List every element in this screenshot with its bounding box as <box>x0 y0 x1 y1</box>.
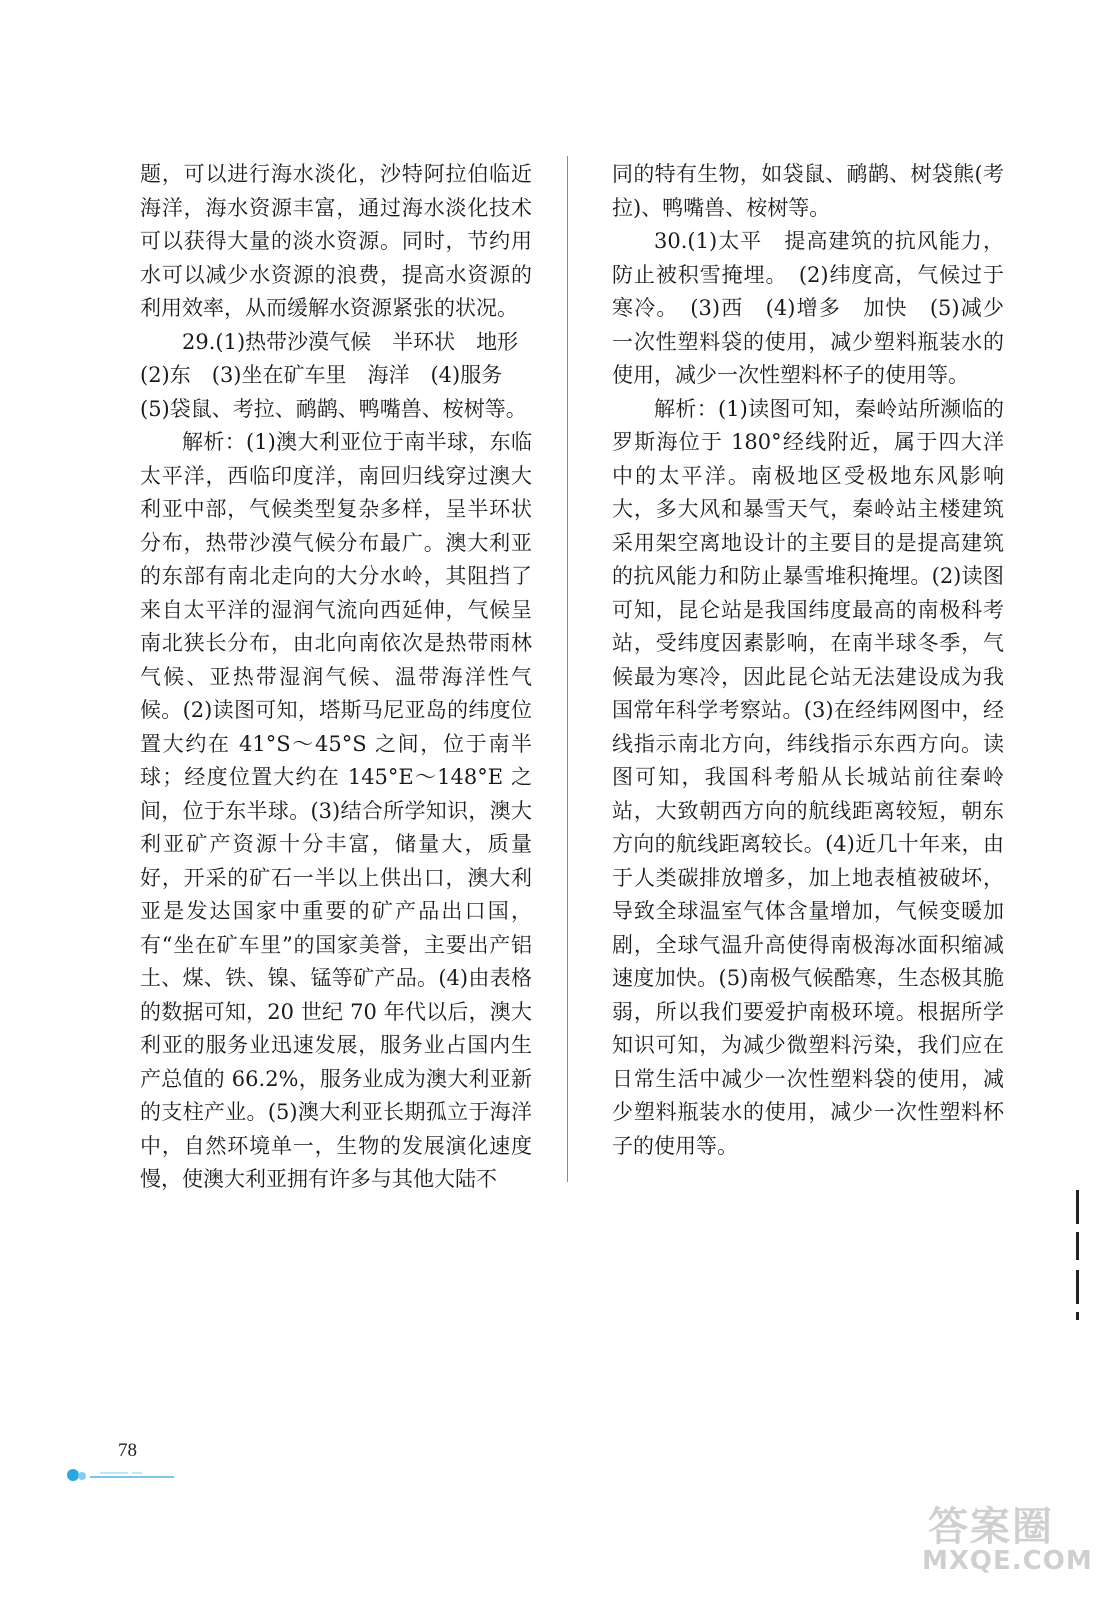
page-number: 78 <box>118 1440 137 1461</box>
page-number-decoration-icon <box>66 1466 176 1484</box>
watermark-url: MXQE.COM <box>922 1546 1093 1576</box>
left-column <box>140 158 532 1197</box>
watermark-title: 答案圈 <box>928 1504 1054 1550</box>
continued-paragraph-right: 同的特有生物，如袋鼠、鸸鹋、树袋熊(考拉)、鸭嘴兽、桉树等。 <box>612 162 1004 220</box>
column-divider <box>567 156 568 1182</box>
q29-answer-line-1: 29.(1)热带沙漠气候 半环状 地形 <box>182 329 519 354</box>
page-edge-mark <box>1076 1190 1079 1320</box>
q29-answer-line-3: (5)袋鼠、考拉、鸸鹋、鸭嘴兽、桉树等。 <box>140 396 527 421</box>
q30-analysis: 解析：(1)读图可知，秦岭站所濒临的罗斯海位于 180°经线附近，属于四大洋中的太平洋。南极地区受极地东风影响大，多大风和暴雪天气，秦岭站主楼建筑采用架空离地设计的主要目的是提高建筑的抗风能力和防止暴雪堆积掩埋。(2)读图可知，昆仑站是我国纬度最高的南极科考站，受纬度因素影响，在南半球冬季，气候最为寒冷，因此昆仑站无法建设成为我国常年科学考察站。(3)在经纬网图中，经线指示南北方向，纬线指示东西方向。读图可知，我国科考船从长城站前往秦岭站，大致朝西方向的航线距离较短，朝东方向的航线距离较长。(4)近几十年来，由于人类碳排放增多，加上地表植被破坏，导致全球温室气体含量增加，气候变暖加剧，全球气温升高使得南极海冰面积缩减速度加快。(5)南极气候酷寒，生态极其脆弱，所以我们要爱护南极环境。根据所学知识可知，为减少微塑料污染，我们应在日常生活中减少一次性塑料袋的使用，减少塑料瓶装水的使用，减少一次性塑料杯子的使用等。 <box>612 396 1004 1158</box>
q30-answer: 30.(1)太平 提高建筑的抗风能力，防止被积雪掩埋。 (2)纬度高，气候过于寒冷。 (3)西 (4)增多 加快 (5)减少一次性塑料袋的使用，减少塑料瓶装水的使用，减少一次性塑料杯子的使用等。 <box>612 229 1004 387</box>
q29-answer-line-2: (2)东 (3)坐在矿车里 海洋 (4)服务 <box>140 363 503 387</box>
q29-analysis: 解析：(1)澳大利亚位于南半球，东临太平洋，西临印度洋，南回归线穿过澳大利亚中部，气候类型复杂多样，呈半环状分布，热带沙漠气候分布最广。澳大利亚的东部有南北走向的大分水岭，其阻挡了来自太平洋的湿润气流向西延伸，气候呈南北狭长分布，由北向南依次是热带雨林气候、亚热带湿润气候、温带海洋性气候。(2)读图可知，塔斯马尼亚岛的纬度位置大约在 41°S～45°S 之间，位于南半球；经度位置大约在 145°E～148°E 之间，位于东半球。(3)结合所学知识，澳大利亚矿产资源十分丰富，储量大，质量好，开采的矿石一半以上供出口，澳大利亚是发达国家中重要的矿产品出口国，有“坐在矿车里”的国家美誉，主要出产铝土、煤、铁、镍、锰等矿产品。(4)由表格的数据可知，20 世纪 70 年代以后，澳大利亚的服务业迅速发展，服务业占国内生产总值的 66.2%，服务业成为澳大利亚新的支柱产业。(5)澳大利亚长期孤立于海洋中，自然环境单一，生物的发展演化速度慢，使澳大利亚拥有许多与其他大陆不 <box>140 430 532 1191</box>
watermark-logo <box>902 1495 1092 1595</box>
continued-paragraph: 题，可以进行海水淡化，沙特阿拉伯临近海洋，海水资源丰富，通过海水淡化技术可以获得大量的淡水资源。同时，节约用水可以减少水资源的浪费，提高水资源的利用效率，从而缓解水资源紧张的状况。 <box>140 162 532 320</box>
right-column <box>612 158 1004 1163</box>
